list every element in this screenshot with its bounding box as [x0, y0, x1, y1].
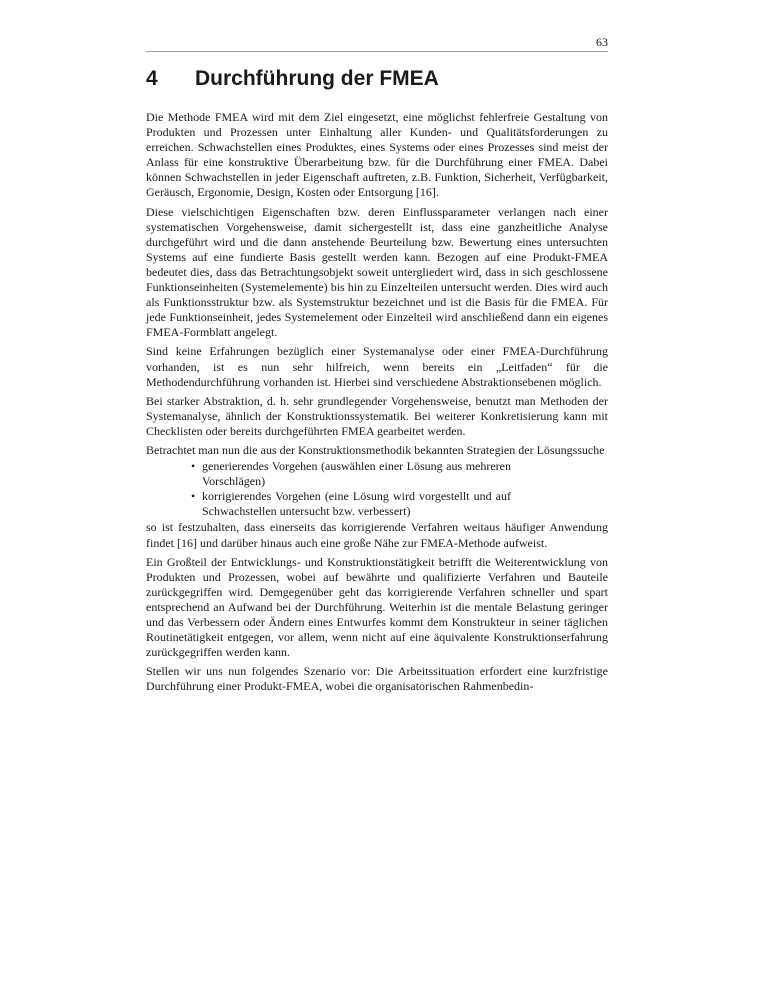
header-rule	[146, 51, 608, 52]
chapter-title: Durchführung der FMEA	[195, 67, 439, 90]
paragraph: Sind keine Erfahrungen bezüglich einer Systemanalyse oder einer FMEA-Durchführung vorhanden, ist es nun sehr hilfreich, wenn bereits ein „Leitfaden“ für die Methodendurchführung vorhanden ist. Hierbei sind verschiedene Abstraktionsebenen möglich.	[146, 344, 608, 389]
chapter-heading	[146, 66, 608, 92]
chapter-number: 4	[146, 67, 158, 90]
strategy-list	[191, 459, 511, 519]
paragraph: Diese vielschichtigen Eigenschaften bzw. deren Einflussparameter verlangen nach einer systematischen Vorgehensweise, damit sichergestellt ist, dass eine ganzheitliche Analyse durchgeführt wird und die dann anstehende Beurteilung bzw. Bewertung eines untersuchten Systems auf eine fundierte Basis gestellt werden kann. Bezogen auf eine Produkt-FMEA bedeutet dies, dass das Betrachtungsobjekt soweit untergliedert wird, dass in sich geschlossene Funktionseinheiten (Systemelemente) bis hin zu Einzelteilen untersucht werden. Dies wird auch als Funktionsstruktur bzw. als Systemstruktur bezeichnet und ist die Basis für die FMEA. Für jede Funktionseinheit, jedes Systemelement oder Einzelteil wird anschließend dann ein eigenes FMEA-Formblatt angelegt.	[146, 204, 608, 340]
paragraph: Stellen wir uns nun folgendes Szenario vor: Die Arbeitssituation erfordert eine kurzfristige Durchführung einer Produkt-FMEA, wobei die organisatorischen Rahmenbedin-	[146, 664, 608, 694]
list-item: • korrigierendes Vorgehen (eine Lösung wird vorgestellt und auf Schwachstellen untersucht bzw. verbessert)	[191, 489, 511, 519]
paragraph: so ist festzuhalten, dass einerseits das korrigierende Verfahren weitaus häufiger Anwendung findet [16] und darüber hinaus auch eine große Nähe zur FMEA-Methode aufweist.	[146, 520, 608, 550]
list-item: • generierendes Vorgehen (auswählen einer Lösung aus mehreren Vorschlägen)	[191, 459, 511, 489]
page-number: 63	[596, 35, 608, 49]
paragraph: Betrachtet man nun die aus der Konstruktionsmethodik bekannten Strategien der Lösungssuche	[146, 442, 605, 457]
paragraph: Ein Großteil der Entwicklungs- und Konstruktionstätigkeit betrifft die Weiterentwicklung von Produkten und Prozessen, wobei auf bewährte und qualifizierte Verfahren und Bauteile zurückgegriffen wird. Demgegenüber geht das korrigierende Verfahren schneller und spart entsprechend an Aufwand bei der Durchführung. Weiterhin ist die mentale Belastung geringer und das Verbessern oder Ändern eines Entwurfes kommt dem Konstrukteur in seiner täglichen Routinetätigkeit entgegen, vor allem, wenn nicht auf eine äquivalente Konstruktionserfahrung zurückgegriffen werden kann.	[146, 554, 608, 660]
body-text	[146, 110, 608, 698]
paragraph: Die Methode FMEA wird mit dem Ziel eingesetzt, eine möglichst fehlerfreie Gestaltung von Produkten und Prozessen unter Einhaltung aller Kunden- und Qualitätsforderungen zu erreichen. Schwachstellen eines Produktes, eines Systems oder eines Prozesses sind meist der Anlass für eine konstruktive Überarbeitung bzw. für die Durchführung einer FMEA. Dabei können Schwachstellen in jeder Eigenschaft auftreten, z.B. Funktion, Sicherheit, Verfügbarkeit, Geräusch, Ergonomie, Design, Kosten oder Entsorgung [16].	[146, 110, 608, 200]
paragraph: Bei starker Abstraktion, d. h. sehr grundlegender Vorgehensweise, benutzt man Methoden der Systemanalyse, ähnlich der Konstruktionssystematik. Bei weiterer Konkretisierung kann mit Checklisten oder bereits durchgeführten FMEA gearbeitet werden.	[146, 393, 608, 438]
